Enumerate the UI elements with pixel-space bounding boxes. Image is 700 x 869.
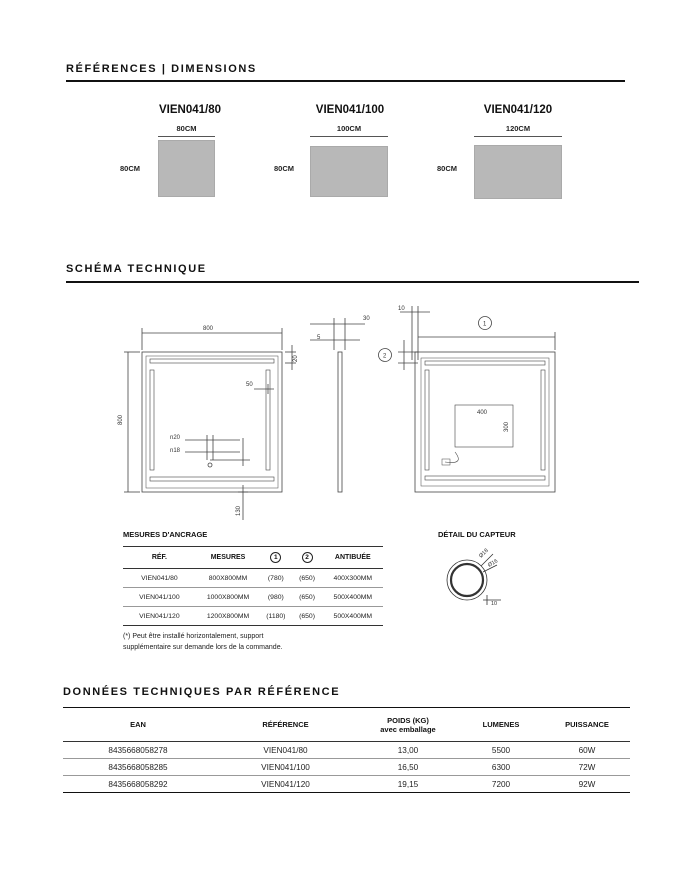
- col-reference: RÉFÉRENCE: [262, 720, 309, 729]
- dim-20-label: 20: [293, 355, 299, 362]
- col-poids: POIDS (KG) avec emballage: [380, 715, 436, 734]
- reference-width: 80CM: [176, 124, 197, 133]
- col-puissance: PUISSANCE: [565, 720, 609, 729]
- col-ref: RÉF.: [151, 554, 167, 561]
- schema-divider: [66, 281, 639, 283]
- side-30-label: 30: [363, 316, 370, 322]
- mirror-preview-120: [474, 145, 562, 199]
- width-dimension-line: [310, 136, 388, 137]
- sensor-d18: Ø18: [478, 547, 490, 560]
- front-width-label: 800: [203, 326, 214, 332]
- anchorage-table: [123, 546, 383, 626]
- schema-section-title: SCHÉMA TECHNIQUE: [66, 263, 207, 275]
- table-row: 8435668058285 VIEN041/100 16,50 6300 72W: [63, 759, 630, 776]
- tech-data-table: [63, 707, 630, 793]
- table-row: VIEN041/100 1000X800MM (980) (650) 500X400MM: [123, 588, 383, 607]
- width-dimension-line: [474, 136, 562, 137]
- reference-height: 80CM: [437, 164, 458, 173]
- dim-50-label: 50: [246, 382, 253, 388]
- col-2: 2: [302, 552, 313, 563]
- side-5-label: 5: [317, 335, 321, 341]
- back-400-label: 400: [477, 410, 488, 416]
- table-row: 8435668058292 VIEN041/120 19,15 7200 92W: [63, 776, 630, 793]
- reference-name: VIEN041/100: [315, 104, 385, 116]
- dim-n18-label: n18: [170, 448, 181, 454]
- front-height-label: 800: [118, 414, 124, 425]
- reference-name: VIEN041/120: [483, 104, 553, 116]
- col-antibuee: ANTIBUÉE: [334, 554, 371, 561]
- table-row: 8435668058278 VIEN041/80 13,00 5500 60W: [63, 742, 630, 759]
- back-1-label: 1: [483, 321, 487, 328]
- anchorage-title: MESURES D'ANCRAGE: [123, 530, 208, 539]
- back-2-label: 2: [383, 353, 387, 360]
- width-dimension-line: [158, 136, 215, 137]
- table-row: VIEN041/80 800X800MM (780) (650) 400X300MM: [123, 569, 383, 588]
- sensor-d10: 10: [491, 601, 498, 607]
- sensor-d16: Ø16: [487, 558, 500, 569]
- references-divider: [66, 80, 625, 82]
- reference-name: VIEN041/80: [158, 104, 221, 116]
- reference-width: 120CM: [505, 124, 531, 133]
- sensor-diagram: [435, 545, 515, 615]
- dim-130-label: 130: [236, 505, 242, 516]
- col-lumenes: LUMENES: [482, 720, 520, 729]
- technical-drawing: [0, 295, 700, 525]
- reference-height: 80CM: [120, 164, 141, 173]
- col-ean: EAN: [130, 720, 146, 729]
- back-300-label: 300: [504, 421, 510, 432]
- col-mesures: MESURES: [210, 554, 246, 561]
- table-row: VIEN041/120 1200X800MM (1180) (650) 500X400MM: [123, 607, 383, 626]
- col-1: 1: [270, 552, 281, 563]
- sensor-title: DÉTAIL DU CAPTEUR: [438, 530, 516, 539]
- installation-note: (*) Peut être installé horizontalement, support supplémentaire sur demande lors de la commande.: [123, 633, 283, 651]
- mirror-preview-100: [310, 146, 388, 197]
- reference-width: 100CM: [336, 124, 362, 133]
- mirror-preview-80: [158, 140, 215, 197]
- back-10-label: 10: [398, 306, 405, 312]
- dim-n20-label: n20: [170, 435, 181, 441]
- tech-section-title: DONNÉES TECHNIQUES PAR RÉFÉRENCE: [63, 686, 341, 698]
- reference-height: 80CM: [274, 164, 295, 173]
- references-section-title: RÉFÉRENCES | DIMENSIONS: [66, 63, 257, 75]
- front-view-frame: [142, 352, 282, 492]
